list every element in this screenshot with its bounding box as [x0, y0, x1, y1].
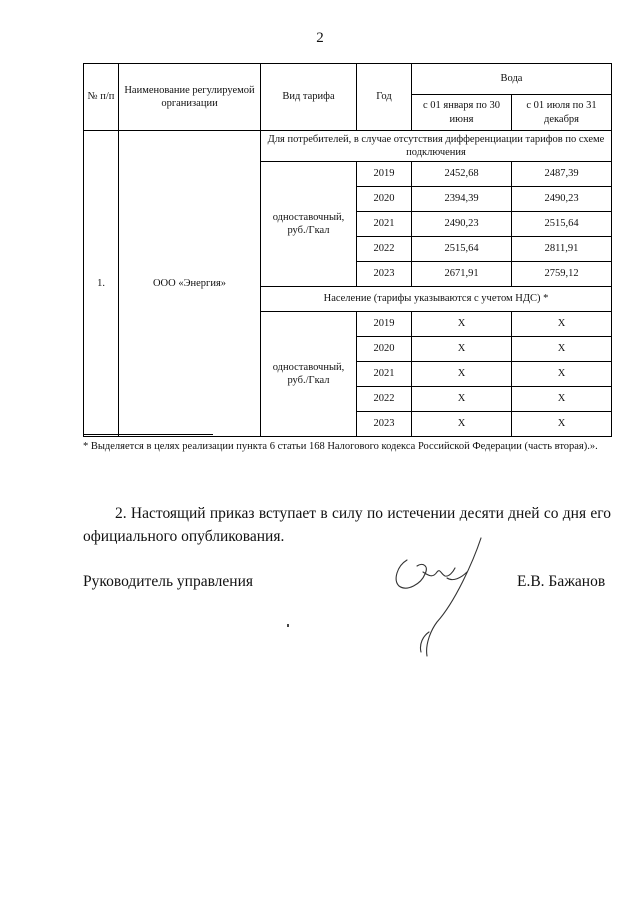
- section-title: Население (тарифы указываются с учетом НДС) *: [261, 287, 612, 312]
- year-cell: 2023: [357, 262, 412, 287]
- value-cell: 2811,91: [512, 237, 612, 262]
- value-cell: 2759,12: [512, 262, 612, 287]
- header-year: Год: [357, 64, 412, 131]
- row-number: 1.: [84, 131, 119, 437]
- footnote: * Выделяется в целях реализации пункта 6 статьи 168 Налогового кодекса Российской Федерации (часть вторая).».: [83, 441, 598, 452]
- page-number: 2: [316, 30, 324, 46]
- value-cell: X: [512, 312, 612, 337]
- value-cell: X: [412, 312, 512, 337]
- year-cell: 2020: [357, 337, 412, 362]
- value-cell: X: [512, 412, 612, 437]
- value-cell: 2515,64: [412, 237, 512, 262]
- year-cell: 2020: [357, 187, 412, 212]
- year-cell: 2021: [357, 362, 412, 387]
- tariff-type-cell: одноставочный, руб./Гкал: [261, 312, 357, 437]
- year-cell: 2021: [357, 212, 412, 237]
- value-cell: 2490,23: [512, 187, 612, 212]
- value-cell: X: [412, 337, 512, 362]
- organization-name: ООО «Энергия»: [119, 131, 261, 437]
- header-row: [84, 64, 612, 95]
- year-cell: 2022: [357, 237, 412, 262]
- year-cell: 2023: [357, 412, 412, 437]
- year-cell: 2019: [357, 312, 412, 337]
- clause-paragraph: 2. Настоящий приказ вступает в силу по истечении десяти дней со дня его официального опубликования.: [83, 505, 611, 546]
- value-cell: 2490,23: [412, 212, 512, 237]
- header-period-second-half: с 01 июля по 31 декабря: [512, 95, 612, 131]
- value-cell: X: [412, 412, 512, 437]
- value-cell: 2394,39: [412, 187, 512, 212]
- section-row: [84, 131, 612, 162]
- footnote-divider: [83, 434, 213, 435]
- value-cell: 2671,91: [412, 262, 512, 287]
- header-water: Вода: [412, 64, 612, 95]
- value-cell: X: [512, 387, 612, 412]
- year-cell: 2019: [357, 162, 412, 187]
- year-cell: 2022: [357, 387, 412, 412]
- header-tariff-type: Вид тарифа: [261, 64, 357, 131]
- signatory-name: Е.В. Бажанов: [517, 573, 606, 590]
- header-organization: Наименование регулируемой организации: [119, 64, 261, 131]
- tariff-table: [83, 63, 612, 437]
- header-period-first-half: с 01 января по 30 июня: [412, 95, 512, 131]
- header-number: № п/п: [84, 64, 119, 131]
- value-cell: X: [412, 387, 512, 412]
- value-cell: 2515,64: [512, 212, 612, 237]
- scan-mark: [287, 624, 289, 627]
- value-cell: 2487,39: [512, 162, 612, 187]
- handwritten-signature: [385, 532, 490, 667]
- section-title: Для потребителей, в случае отсутствия дифференциации тарифов по схеме подключения: [261, 131, 612, 162]
- value-cell: 2452,68: [412, 162, 512, 187]
- value-cell: X: [412, 362, 512, 387]
- tariff-type-cell: одноставочный, руб./Гкал: [261, 162, 357, 287]
- value-cell: X: [512, 362, 612, 387]
- signatory-position: Руководитель управления: [83, 573, 254, 590]
- value-cell: X: [512, 337, 612, 362]
